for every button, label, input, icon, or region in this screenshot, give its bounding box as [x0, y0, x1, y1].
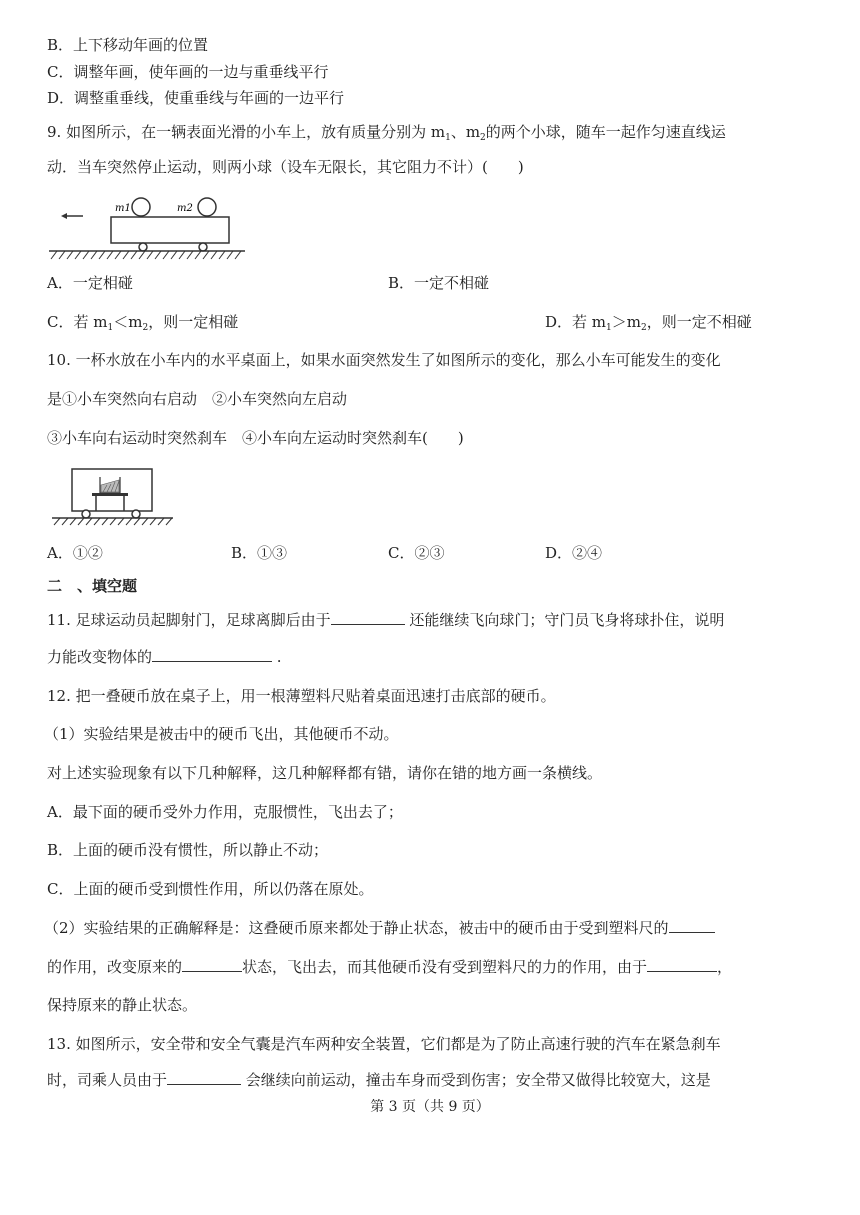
q12-part2: （2）实验结果的正确解释是：这叠硬币原来都处于静止状态，被击中的硬币由于受到塑料尺的	[44, 918, 715, 938]
q8-option-c: C．调整年画，使年画的一边与重垂线平行	[47, 63, 329, 81]
q9-label-m2: m2	[177, 203, 193, 214]
q10-cart-figure	[50, 463, 175, 528]
q9-option-d: D．若 $m_1>m_2$，则一定不相碰	[545, 313, 752, 333]
q12-line1: 12. 把一叠硬币放在桌子上，用一根薄塑料尺贴着桌面迅速打击底部的硬币。	[47, 687, 556, 705]
q10-option-a: A．①②	[47, 544, 103, 562]
q11-blank-2[interactable]	[152, 647, 272, 662]
q12-line5: 的作用，改变原来的 状态，飞出去，而其他硬币没有受到塑料尺的力的作用，由于 ，	[47, 958, 733, 976]
q9-option-b: B．一定不相碰	[388, 274, 490, 292]
q11-line1: 11. 足球运动员起脚射门，足球离脚后由于 还能继续飞向球门；守门员飞身将球扑住，说明	[47, 611, 725, 629]
section-heading-fill-blank: 二 、填空题	[47, 577, 138, 595]
q10-stem-line1: 10. 一杯水放在小车内的水平桌面上，如果水面突然发生了如图所示的变化，那么小车可能发生的变化	[47, 351, 721, 369]
q10-stem-line2: 是①小车突然向右启动 ②小车突然向左启动	[47, 390, 348, 408]
q13-blank-1[interactable]	[167, 1070, 241, 1085]
q12-blank-2[interactable]	[182, 957, 242, 972]
q10-option-c: C．②③	[388, 544, 445, 562]
q9-stem-line2: 动．当车突然停止运动，则两小球（设车无限长，其它阻力不计）( )	[47, 158, 524, 176]
q13-line2: 时，司乘人员由于 会继续向前运动，撞击车身而受到伤害；安全带又做得比较宽大，这是	[47, 1071, 711, 1089]
q8-option-d: D．调整重垂线，使重垂线与年画的一边平行	[47, 89, 345, 107]
q10-stem-line3: ③小车向右运动时突然刹车 ④小车向左运动时突然刹车( )	[47, 429, 464, 447]
q12-option-a: A．最下面的硬币受外力作用，克服惯性，飞出去了；	[47, 803, 403, 821]
q12-instruction: 对上述实验现象有以下几种解释，这几种解释都有错，请你在错的地方画一条横线。	[47, 764, 603, 782]
q12-line6: 保持原来的静止状态。	[47, 996, 198, 1014]
q11-blank-1[interactable]	[331, 610, 405, 625]
q10-option-d: D．②④	[545, 544, 603, 562]
q12-blank-1[interactable]	[669, 918, 715, 933]
q9-label-m1: m1	[115, 203, 131, 214]
q12-part1: （1）实验结果是被击中的硬币飞出，其他硬币不动。	[44, 725, 399, 743]
q11-line2: 力能改变物体的 .	[47, 648, 282, 666]
page-footer: 第 3 页（共 9 页）	[370, 1099, 490, 1115]
q9-option-c: C．若 $m_1<m_2$，则一定相碰	[47, 313, 239, 333]
q9-option-a: A．一定相碰	[47, 274, 133, 292]
q13-line1: 13. 如图所示，安全带和安全气囊是汽车两种安全装置，它们都是为了防止高速行驶的汽车在紧急刹车	[47, 1035, 721, 1053]
q10-option-b: B．①③	[231, 544, 288, 562]
q12-blank-3[interactable]	[647, 957, 717, 972]
q9-cart-figure	[47, 193, 247, 263]
q12-option-b: B．上面的硬币没有惯性，所以静止不动；	[47, 841, 329, 859]
q9-stem-line1: 9. 如图所示，在一辆表面光滑的小车上，放有质量分别为 $m_1$、$m_2$的两个小球，随车一起作匀速直线运	[47, 123, 726, 143]
q12-option-c: C．上面的硬币受到惯性作用，所以仍落在原处。	[47, 880, 374, 898]
q8-option-b: B．上下移动年画的位置	[47, 36, 209, 54]
